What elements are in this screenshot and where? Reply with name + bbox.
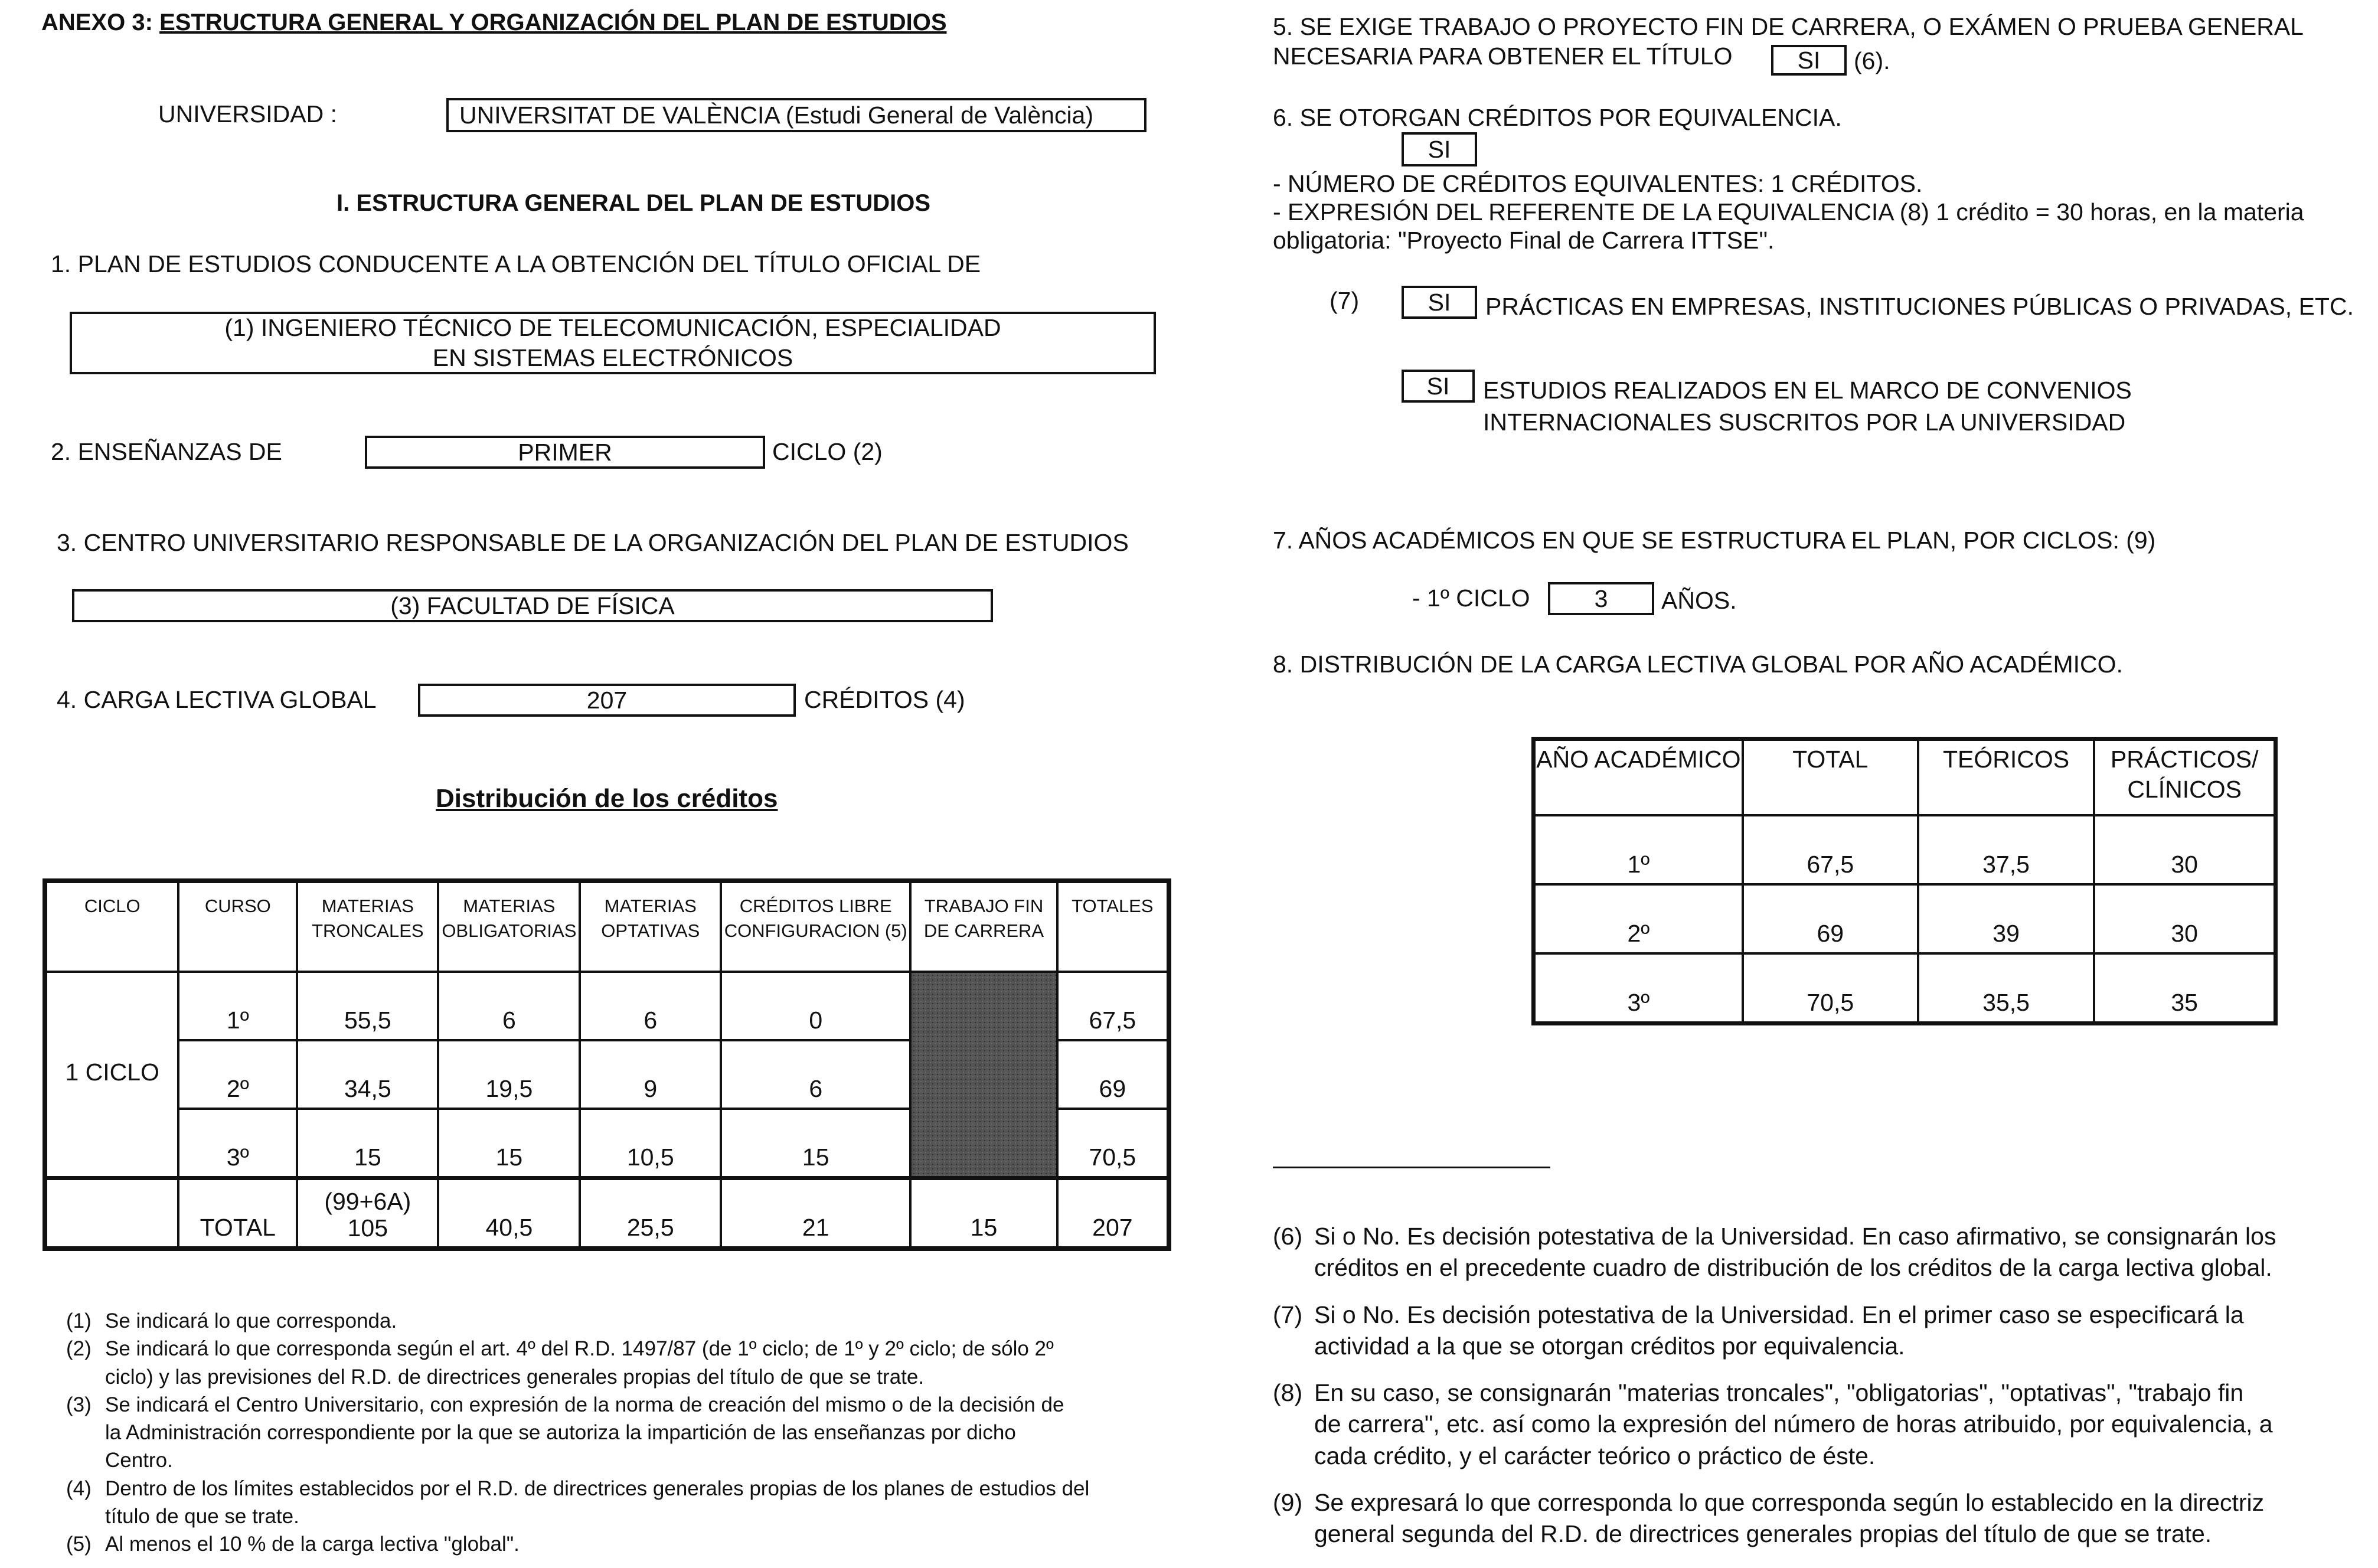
years-value: 3 [1594, 584, 1608, 612]
section-title: I. ESTRUCTURA GENERAL DEL PLAN DE ESTUDIOS [337, 190, 931, 216]
total-optativas-cell: 25,5 [580, 1178, 721, 1249]
footnote-text: Se indicará lo que corresponda. [105, 1309, 397, 1332]
table-row [45, 972, 1169, 1040]
footnote-line: En su caso, se consignarán "materias troncales", "obligatorias", "optativas", "trabajo fin [1314, 1379, 2244, 1407]
teoricos-cell: 35,5 [1918, 953, 2095, 1024]
footnote-7 [1273, 1299, 2371, 1363]
footnote-line: Si o No. Es decisión potestativa de la Universidad. En caso afirmativo, se consignarán los [1314, 1223, 2276, 1250]
item5-line2: NECESARIA PARA OBTENER EL TÍTULO [1273, 43, 1733, 70]
table-row [1534, 953, 2276, 1024]
totales-cell: 70,5 [1057, 1109, 1169, 1178]
item6-line-b: - EXPRESIÓN DEL REFERENTE DE LA EQUIVALENCIA (8) 1 crédito = 30 horas, en la materia [1273, 198, 2304, 226]
troncales-cell: 34,5 [297, 1040, 438, 1109]
libre-cell: 0 [721, 972, 910, 1040]
total-totales-cell: 207 [1057, 1178, 1169, 1249]
totales-cell: 67,5 [1057, 972, 1169, 1040]
degree-title-line2: EN SISTEMAS ELECTRÓNICOS [432, 344, 793, 371]
col-header-ciclo: CICLO [45, 881, 178, 972]
item8-text: 8. DISTRIBUCIÓN DE LA CARGA LECTIVA GLOBAL POR AÑO ACADÉMICO. [1273, 651, 2123, 678]
item6-note7: (7) [1330, 287, 1360, 314]
table-row [1534, 884, 2276, 953]
item6-line-c: obligatoria: "Proyecto Final de Carrera ITTSE". [1273, 227, 1775, 254]
footnote-line: ciclo) y las previsiones del R.D. de directrices generales propias del título de que se trate. [105, 1365, 925, 1389]
total-libre-cell: 21 [721, 1178, 910, 1249]
item3-text: 3. CENTRO UNIVERSITARIO RESPONSABLE DE LA ORGANIZACIÓN DEL PLAN DE ESTUDIOS [57, 529, 1129, 556]
optativas-cell: 6 [580, 972, 721, 1040]
table-row [1534, 815, 2276, 884]
footnote-line: créditos en el precedente cuadro de distribución de los créditos de la carga lectiva global. [1314, 1254, 2272, 1282]
optativas-cell: 10,5 [580, 1109, 721, 1178]
item5-value: SI [1797, 46, 1821, 74]
footnote-line: Se expresará lo que corresponda lo que corresponda según lo establecido en la directriz [1314, 1489, 2265, 1517]
totales-cell: 69 [1057, 1040, 1169, 1109]
item1-text: 1. PLAN DE ESTUDIOS CONDUCENTE A LA OBTENCIÓN DEL TÍTULO OFICIAL DE [51, 250, 981, 277]
item4-label: 4. CARGA LECTIVA GLOBAL [57, 686, 377, 713]
empty-cell [45, 1178, 178, 1249]
footnote-1 [66, 1307, 1176, 1335]
item6-text: 6. SE OTORGAN CRÉDITOS POR EQUIVALENCIA. [1273, 104, 1842, 131]
footnotes-right [1273, 1221, 2371, 1550]
center-field [72, 589, 993, 622]
footnote-text: Al menos el 10 % de la carga lectiva "global". [105, 1533, 520, 1556]
total-obligatorias-cell: 40,5 [438, 1178, 580, 1249]
item5-field [1771, 45, 1847, 76]
practices-value: SI [1428, 288, 1451, 316]
practices-field [1402, 286, 1477, 319]
footnote-line: Se indicará el Centro Universitario, con expresión de la norma de creación del mismo o de la decisión de [105, 1393, 1064, 1416]
footnote-num: (2) [66, 1337, 92, 1361]
footnote-num: (9) [1273, 1489, 1303, 1517]
footnote-line: la Administración correspondiente por la que se autoriza la impartición de las enseñanzas por dicho [105, 1421, 1016, 1444]
teoricos-cell: 39 [1918, 884, 2095, 953]
item5-line1: 5. SE EXIGE TRABAJO O PROYECTO FIN DE CARRERA, O EXÁMEN O PRUEBA GENERAL [1273, 13, 2304, 40]
credits-distribution-table [43, 878, 1171, 1251]
agreements-line1: ESTUDIOS REALIZADOS EN EL MARCO DE CONVENIOS [1483, 377, 2132, 404]
practicos-cell: 30 [2094, 815, 2275, 884]
footnote-divider [1273, 1167, 1550, 1168]
footnotes-left [66, 1307, 1176, 1558]
item5-suffix: (6). [1854, 47, 1890, 74]
university-field [446, 98, 1146, 132]
optativas-cell: 9 [580, 1040, 721, 1109]
total-cell: 70,5 [1743, 953, 1918, 1024]
col-header-total: TOTAL [1743, 739, 1918, 816]
footnote-line: general segunda del R.D. de directrices generales propias del título de que se trate. [1314, 1520, 2212, 1548]
curso-cell: 2º [178, 1040, 297, 1109]
total-label-cell: TOTAL [178, 1178, 297, 1249]
practices-text: PRÁCTICAS EN EMPRESAS, INSTITUCIONES PÚBLICAS O PRIVADAS, ETC. [1485, 293, 2354, 320]
item2-label: 2. ENSEÑANZAS DE [51, 438, 282, 465]
agreements-field [1402, 370, 1475, 403]
libre-cell: 15 [721, 1109, 910, 1178]
footnote-6 [1273, 1221, 2371, 1284]
footnote-5 [66, 1530, 1176, 1558]
item4-suffix: CRÉDITOS (4) [804, 686, 965, 713]
practicos-cell: 30 [2094, 884, 2275, 953]
degree-title-line1: (1) INGENIERO TÉCNICO DE TELECOMUNICACIÓN, ESPECIALIDAD [224, 313, 1001, 341]
footnote-num: (7) [1273, 1301, 1303, 1328]
practicos-cell: 35 [2094, 953, 2275, 1024]
footnote-num: (5) [66, 1533, 92, 1556]
global-load-field [418, 684, 796, 717]
col-header-optativas: MATERIAS OPTATIVAS [580, 881, 721, 972]
total-troncales-cell [297, 1178, 438, 1249]
teoricos-cell: 37,5 [1918, 815, 2095, 884]
col-header-curso: CURSO [178, 881, 297, 972]
footnote-line: cada crédito, y el carácter teórico o práctico de éste. [1314, 1442, 1876, 1469]
item7-suffix: AÑOS. [1661, 587, 1737, 614]
col-header-year: AÑO ACADÉMICO [1534, 739, 1743, 816]
col-header-libre: CRÉDITOS LIBRE CONFIGURACION (5) [721, 881, 910, 972]
total-troncales-note: (99+6A) [324, 1187, 411, 1215]
curso-cell: 3º [178, 1109, 297, 1178]
curso-cell: 1º [178, 972, 297, 1040]
cycle-field [365, 436, 765, 469]
footnote-8 [1273, 1377, 2371, 1472]
footnote-3 [66, 1391, 1176, 1475]
distribution-title: Distribución de los créditos [436, 784, 778, 813]
year-cell: 2º [1534, 884, 1743, 953]
troncales-cell: 55,5 [297, 972, 438, 1040]
agreements-line2: INTERNACIONALES SUSCRITOS POR LA UNIVERSIDAD [1483, 409, 2126, 436]
footnote-line: actividad a la que se otorgan créditos por equivalencia. [1314, 1332, 1905, 1360]
footnote-line: de carrera", etc. así como la expresión del número de horas atribuido, por equivalencia, a [1314, 1410, 2273, 1438]
item7-label: - 1º CICLO [1412, 584, 1530, 612]
footnote-line: Si o No. Es decisión potestativa de la Universidad. En el primer caso se especificará la [1314, 1301, 2244, 1328]
footnote-num: (4) [66, 1476, 92, 1500]
ciclo-cell: 1 CICLO [45, 972, 178, 1178]
footnote-num: (6) [1273, 1223, 1303, 1250]
item6-line-a: - NÚMERO DE CRÉDITOS EQUIVALENTES: 1 CRÉDITOS. [1273, 170, 1923, 197]
trabajo-shaded-cell [910, 972, 1057, 1178]
total-cell: 67,5 [1743, 815, 1918, 884]
col-header-teoricos: TEÓRICOS [1918, 739, 2095, 816]
col-header-practicos: PRÁCTICOS/ CLÍNICOS [2094, 739, 2275, 816]
col-header-obligatorias: MATERIAS OBLIGATORIAS [438, 881, 580, 972]
col-header-trabajo: TRABAJO FIN DE CARRERA [910, 881, 1057, 972]
footnote-4 [66, 1475, 1176, 1531]
university-value: UNIVERSITAT DE VALÈNCIA (Estudi General de València) [459, 101, 1094, 129]
footnote-num: (8) [1273, 1379, 1303, 1407]
footnote-num: (3) [66, 1393, 92, 1416]
item7-text: 7. AÑOS ACADÉMICOS EN QUE SE ESTRUCTURA EL PLAN, POR CICLOS: (9) [1273, 527, 2156, 554]
item2-suffix: CICLO (2) [772, 438, 883, 465]
col-header-troncales: MATERIAS TRONCALES [297, 881, 438, 972]
year-table-header-row [1534, 739, 2276, 816]
table-header-row [45, 881, 1169, 972]
university-label: UNIVERSIDAD : [158, 100, 337, 128]
obligatorias-cell: 19,5 [438, 1040, 580, 1109]
years-field [1548, 582, 1654, 615]
footnote-num: (1) [66, 1309, 92, 1332]
item6-field [1402, 132, 1477, 166]
annex-label: ANEXO 3: [41, 9, 153, 35]
col-header-totales: TOTALES [1057, 881, 1169, 972]
troncales-cell: 15 [297, 1109, 438, 1178]
total-cell: 69 [1743, 884, 1918, 953]
footnote-line: Centro. [105, 1449, 173, 1472]
total-trabajo-cell: 15 [910, 1178, 1057, 1249]
cycle-value: PRIMER [518, 438, 612, 466]
footnote-line: Dentro de los límites establecidos por el R.D. de directrices generales propias de los planes de estudios del [105, 1476, 1090, 1500]
center-value: (3) FACULTAD DE FÍSICA [390, 592, 675, 619]
annex-title: ESTRUCTURA GENERAL Y ORGANIZACIÓN DEL PLAN DE ESTUDIOS [159, 9, 947, 35]
year-cell: 1º [1534, 815, 1743, 884]
libre-cell: 6 [721, 1040, 910, 1109]
year-cell: 3º [1534, 953, 1743, 1024]
footnote-line: título de que se trate. [105, 1504, 299, 1528]
total-troncales-value: 105 [347, 1214, 388, 1242]
item6-value: SI [1428, 135, 1451, 163]
obligatorias-cell: 6 [438, 972, 580, 1040]
agreements-value: SI [1426, 372, 1450, 400]
year-distribution-table [1531, 737, 2278, 1025]
footnote-line: Se indicará lo que corresponda según el art. 4º del R.D. 1497/87 (de 1º ciclo; de 1º y 2º ciclo; de sólo 2º [105, 1337, 1054, 1361]
global-load-value: 207 [586, 686, 628, 714]
degree-title-field [70, 312, 1156, 374]
annex-heading [41, 9, 947, 36]
table-total-row [45, 1178, 1169, 1249]
footnote-2 [66, 1335, 1176, 1391]
footnote-9 [1273, 1487, 2371, 1550]
obligatorias-cell: 15 [438, 1109, 580, 1178]
